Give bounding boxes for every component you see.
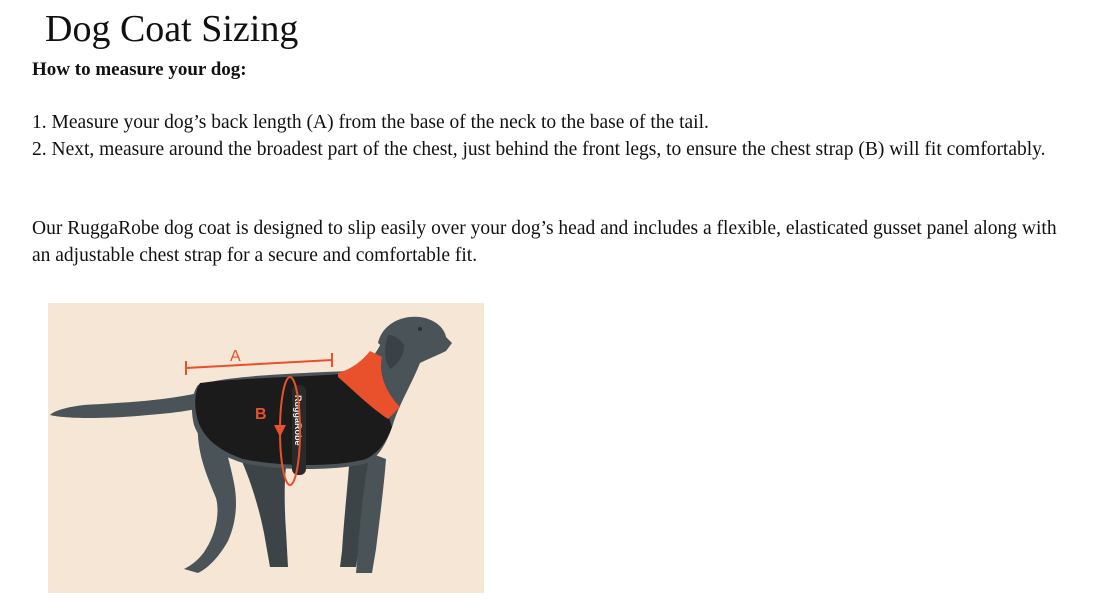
measurement-a-label: A bbox=[230, 348, 241, 365]
measurement-instructions bbox=[32, 110, 1062, 163]
brand-logo: RuggaRobe bbox=[293, 395, 303, 446]
dog-measurement-illustration bbox=[48, 303, 484, 593]
instruction-step-1: 1. Measure your dog’s back length (A) from the base of the neck to the base of the tail. bbox=[32, 112, 709, 133]
dog-coat-diagram bbox=[48, 303, 484, 593]
measurement-b-label: B bbox=[255, 406, 267, 423]
instruction-step-2: 2. Next, measure around the broadest part of the chest, just behind the front legs, to ensure the chest strap (B) will fit comfortably. bbox=[32, 138, 1046, 160]
dog-back-leg-far bbox=[238, 453, 288, 567]
coat-description: Our RuggaRobe dog coat is designed to slip easily over your dog’s head and includes a flexible, elasticated gusset panel along with an adjustable chest strap for a secure and comfortable fit. bbox=[32, 218, 1057, 266]
page-title: Dog Coat Sizing bbox=[45, 8, 299, 50]
measurement-a-line bbox=[186, 360, 332, 368]
measure-heading: How to measure your dog: bbox=[32, 59, 247, 80]
dog-tail bbox=[50, 393, 200, 418]
dog-eye bbox=[418, 327, 422, 331]
